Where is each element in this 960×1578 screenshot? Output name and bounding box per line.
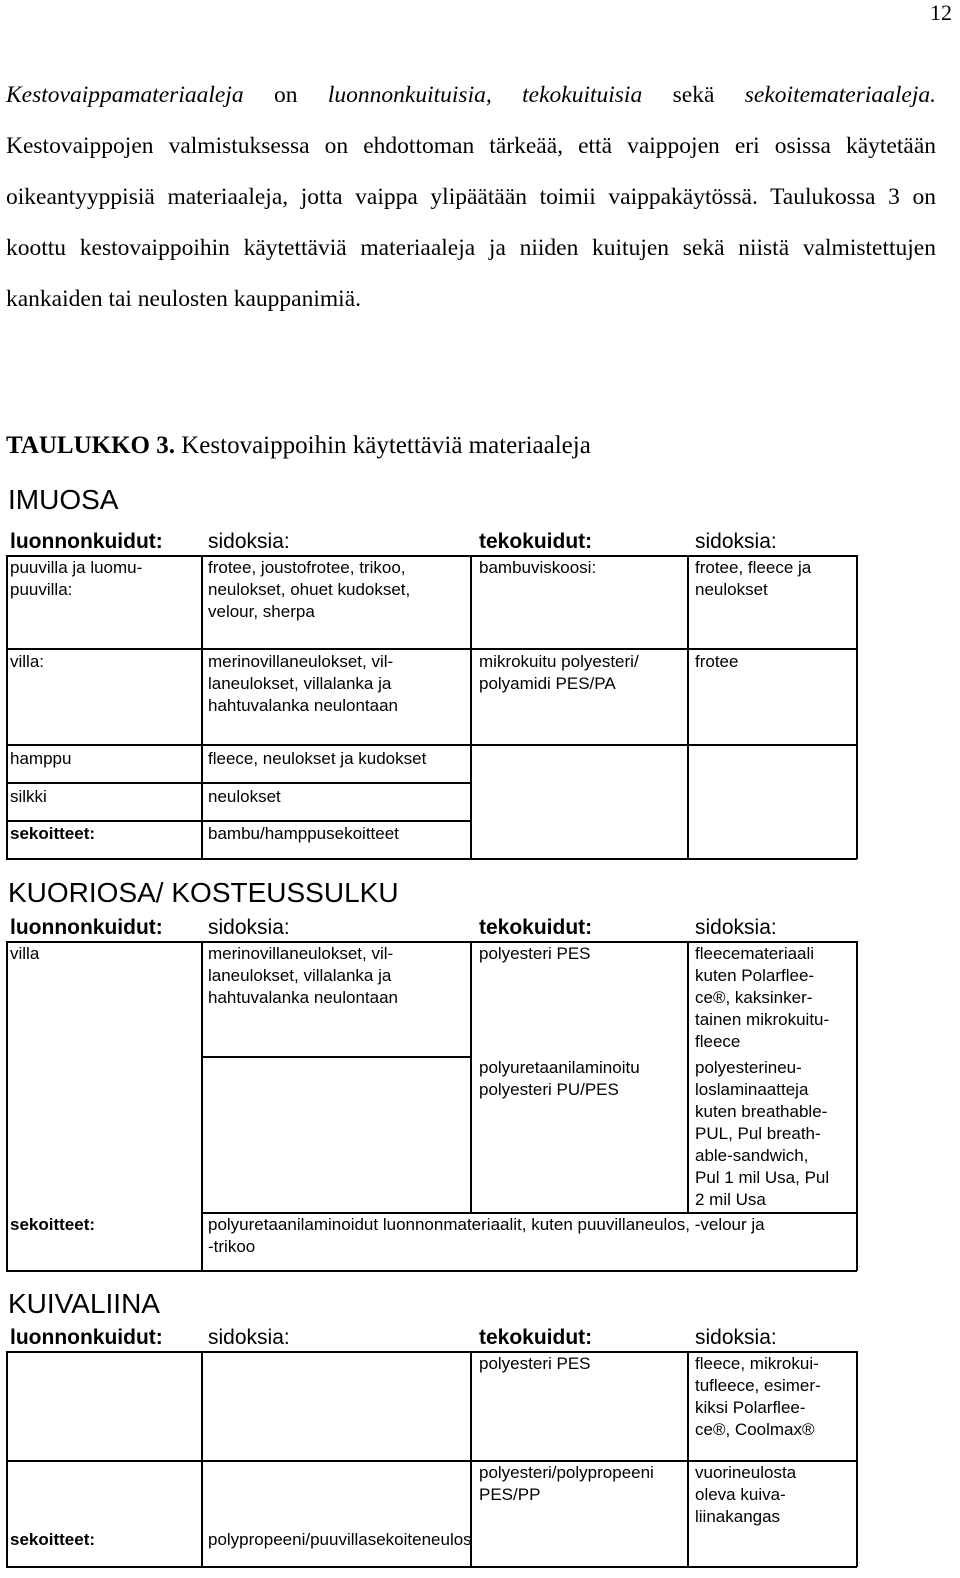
intro-term-3: sekoitemateriaaleja. [744,82,936,108]
header-bindings: sidoksia: [208,1326,290,1349]
table-rule [856,1351,858,1567]
table-cell: mikrokuitu polyesteri/ polyamidi PES/PA [479,652,639,693]
header-natural: luonnonkuidut: [10,1326,163,1349]
intro-connector-2: sekä [642,82,745,108]
table-caption-label: TAULUKKO 3. [6,432,175,459]
table-rule [6,858,857,860]
table-rule [201,941,203,1271]
header-synthetic: tekokuidut: [479,916,593,939]
intro-connector-1: on [243,82,328,108]
table-cell: vuorineulosta oleva kuiva- liinakangas [695,1463,797,1526]
table-cell: silkki [10,787,47,806]
table-rule [6,555,8,859]
header-bindings-2: sidoksia: [695,916,777,939]
header-bindings-2: sidoksia: [695,1326,777,1349]
table-rule [6,1351,8,1567]
table-rule [470,941,472,1213]
table-cell: sekoitteet: [10,824,96,843]
table-rule [6,782,471,784]
table-cell: hamppu [10,749,72,768]
table-cell: puuvilla ja luomu- puuvilla: [10,558,143,599]
table-cell: villa: [10,652,45,671]
table-rule [856,555,858,859]
table-cell: frotee [695,652,739,671]
table-cell: frotee, fleece ja neulokset [695,558,812,599]
table-cell: sekoitteet: [10,1530,96,1549]
section-title-kuivaliina: KUIVALIINA [8,1288,160,1319]
table-cell: fleece, neulokset ja kudokset [208,749,427,768]
table-rule [6,1566,857,1568]
table-cell: polyesteri/polypropeeni PES/PP [479,1463,654,1504]
table-rule [6,941,8,1271]
table-cell: fleece, mikrokui- tufleece, esimer- kiksi Polarflee- ce®, Coolmax® [695,1354,821,1439]
table-cell: polyuretaanilaminoidut luonnonmateriaalit, kuten puuvillaneulos, -velour ja -trikoo [208,1215,765,1256]
table-cell: neulokset [208,787,281,806]
table-rule [470,555,472,859]
table-rule [201,555,203,859]
section-title-kuoriosa: KUORIOSA/ KOSTEUSSULKU [8,877,399,908]
table-cell: merinovillaneulokset, vil- laneulokset, villalanka ja hahtuvalanka neulontaan [208,652,398,715]
table-cell: polyesterineu- loslaminaatteja kuten breathable- PUL, Pul breath- able-sandwich, Pul 1 mil Usa, Pul 2 mil Usa [695,1058,830,1209]
table-cell: bambuviskoosi: [479,558,597,577]
table-cell: fleecemateriaali kuten Polarflee- ce®, kaksinker- tainen mikrokuitu- fleece [695,944,830,1051]
table-cell: bambu/hamppusekoitteet [208,824,399,843]
header-bindings: sidoksia: [208,916,290,939]
table-rule [201,1056,471,1058]
intro-term-1: Kestovaippamateriaaleja [6,82,244,108]
page-number: 12 [930,0,952,25]
table-rule [6,648,857,650]
table-cell: frotee, joustofrotee, trikoo, neulokset, ohuet kudokset, velour, sherpa [208,558,411,621]
header-natural: luonnonkuidut: [10,916,163,939]
header-bindings-2: sidoksia: [695,530,777,553]
table-rule [856,941,858,1271]
header-synthetic: tekokuidut: [479,530,593,553]
table-cell: polyesteri PES [479,944,591,963]
table-cell: sekoitteet: [10,1215,96,1234]
intro-body: Kestovaippojen valmistuksessa on ehdottoman tärkeää, että vaippojen eri osissa käytetään oikeantyyppisiä materiaaleja, jotta vaippa ylipäätään toimii vaippakäytössä. Taulukossa 3 on koottu kestovaippoihin käytettäviä materiaaleja ja niiden kuitujen sekä niistä valmistettujen kankaiden tai neulosten kauppanimiä. [6,133,936,312]
table-rule [201,1351,203,1567]
header-synthetic: tekokuidut: [479,1326,593,1349]
section-title-imuosa: IMUOSA [8,484,119,515]
table-cell: polyuretaanilaminoitu polyesteri PU/PES [479,1058,640,1099]
table-caption [6,432,591,460]
table-rule [6,820,471,822]
table-cell: polyesteri PES [479,1354,591,1373]
table-rule [687,1351,689,1567]
table-cell: polypropeeni/puuvillasekoiteneulos [208,1530,472,1549]
table-rule [687,941,689,1213]
header-natural: luonnonkuidut: [10,530,163,553]
table-rule [687,555,689,859]
table-rule [6,744,857,746]
table-cell: merinovillaneulokset, vil- laneulokset, villalanka ja hahtuvalanka neulontaan [208,944,398,1007]
header-bindings: sidoksia: [208,530,290,553]
intro-term-2: luonnonkuituisia, tekokuituisia [327,82,643,108]
table-rule [6,1270,857,1272]
table-cell: villa [10,944,40,963]
table-caption-text: Kestovaippoihin käytettäviä materiaaleja [175,432,591,459]
intro-paragraph [6,70,936,325]
